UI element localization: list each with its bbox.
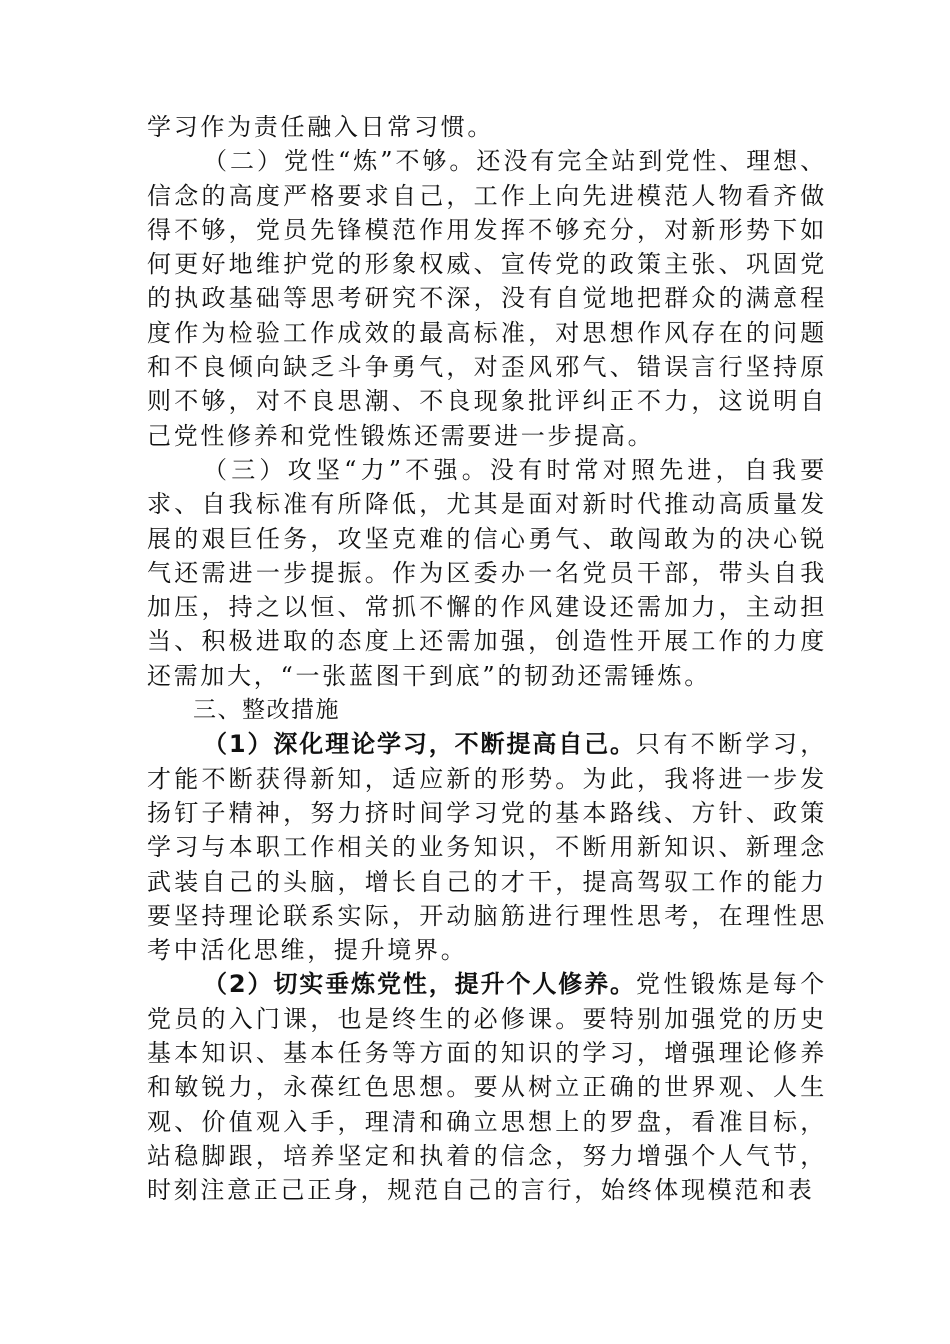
- measure-title: （2）切实垂炼党性，提升个人修养。: [203, 970, 636, 999]
- paragraph-continuation: [147, 110, 827, 144]
- paragraph-party-spirit: [147, 144, 827, 453]
- paragraph-text: 党性锻炼是每个党员的入门课，也是终生的必修课。要特别加强党的历史基本知识、基本任务等方面的知识的学习，增强理论修养和敏锐力，永葆红色思想。要从树立正确的世界观、人生观、价值观入手，理清和确立思想上的罗盘，看准目标，站稳脚跟，培养坚定和执着的信念，努力增强个人气节，时刻注意正己正身，规范自己的言行，始终体现模范和表: [147, 970, 827, 1205]
- paragraph-measure-1: [147, 727, 827, 967]
- paragraph-measure-2: [147, 967, 827, 1207]
- paragraph-lead: （二）党性“炼”不够。: [203, 147, 477, 176]
- document-page: [147, 110, 827, 1208]
- paragraph-text: 学习作为责任融入日常习惯。: [147, 113, 495, 141]
- paragraph-tackling-strength: [147, 453, 827, 693]
- measure-title: （1）深化理论学习，不断提高自己。: [203, 730, 636, 759]
- paragraph-text: 还没有完全站到党性、理想、信念的高度严格要求自己，工作上向先进模范人物看齐做得不够，党员先锋模范作用发挥不够充分，对新形势下如何更好地维护党的形象权威、宣传党的政策主张、巩固党的执政基础等思考研究不深，没有自觉地把群众的满意程度作为检验工作成效的最高标准，对思想作风存在的问题和不良倾向缺乏斗争勇气，对歪风邪气、错误言行坚持原则不够，对不良思潮、不良现象批评纠正不力，这说明自己党性修养和党性锻炼还需要进一步提高。: [147, 147, 827, 450]
- paragraph-text: 只有不断学习，才能不断获得新知，适应新的形势。为此，我将进一步发扬钉子精神，努力挤时间学习党的基本路线、方针、政策学习与本职工作相关的业务知识，不断用新知识、新理念武装自己的头脑，增长自己的才干，提高驾驭工作的能力要坚持理论联系实际，开动脑筋进行理性思考，在理性思考中活化思维，提升境界。: [147, 730, 827, 965]
- paragraph-lead: （三）攻坚“力”不强。: [203, 455, 490, 484]
- section-heading: 三、整改措施: [193, 697, 340, 724]
- paragraph-text: 没有时常对照先进，自我要求、自我标准有所降低，尤其是面对新时代推动高质量发展的艰巨任务，攻坚克难的信心勇气、敢闯敢为的决心锐气还需进一步提振。作为区委办一名党员干部，带头自我加压，持之以恒、常抓不懈的作风建设还需加力，主动担当、积极进取的态度上还需加强，创造性开展工作的力度还需加大，“一张蓝图干到底”的韧劲还需锤炼。: [147, 455, 827, 690]
